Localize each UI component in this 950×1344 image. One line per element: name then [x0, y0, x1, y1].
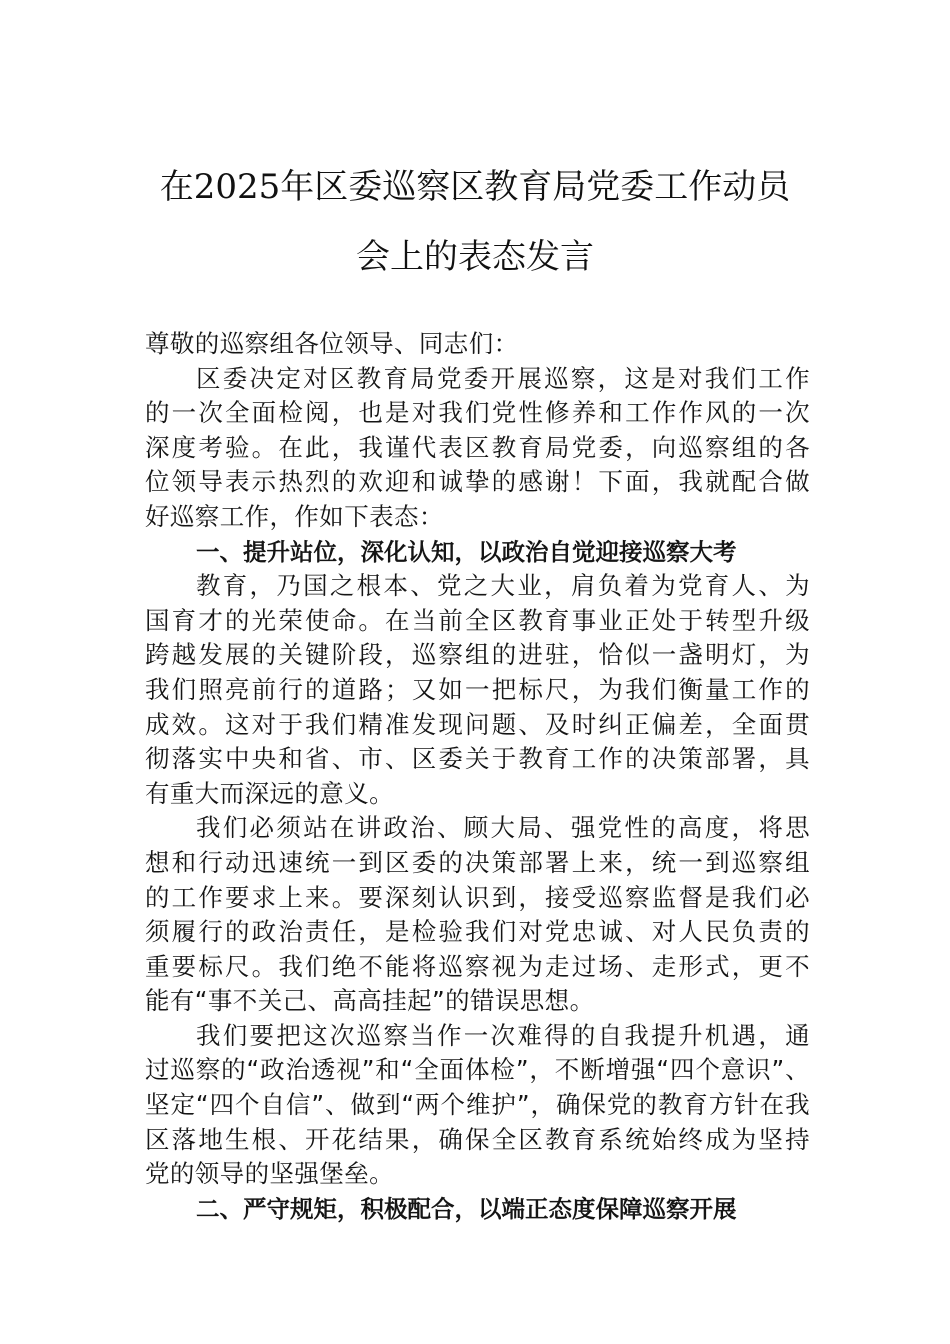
paragraph-3-line: 我们必须站在讲政治、顾大局、强党性的高度，将思	[196, 813, 810, 843]
paragraph-4-line: 区落地生根、开花结果，确保全区教育系统始终成为坚持	[145, 1124, 810, 1154]
paragraph-2-line: 有重大而深远的意义。	[145, 778, 394, 808]
paragraph-3-line: 须履行的政治责任，是检验我们对党忠诚、对人民负责的	[145, 917, 810, 947]
paragraph-4-line: 党的领导的坚强堡垒。	[145, 1159, 394, 1189]
paragraph-3-line: 的工作要求上来。要深刻认识到，接受巡察监督是我们必	[145, 882, 810, 912]
paragraph-2-line: 成效。这对于我们精准发现问题、及时纠正偏差，全面贯	[145, 709, 810, 739]
paragraph-1-line: 深度考验。在此，我谨代表区教育局党委，向巡察组的各	[145, 432, 810, 462]
paragraph-4-line: 我们要把这次巡察当作一次难得的自我提升机遇，通	[196, 1020, 810, 1050]
paragraph-1-line: 位领导表示热烈的欢迎和诚挚的感谢！下面，我就配合做	[145, 467, 810, 497]
paragraph-4-line: 过巡察的“政治透视”和“全面体检”，不断增强“四个意识”、	[145, 1055, 810, 1085]
paragraph-3-line: 想和行动迅速统一到区委的决策部署上来，统一到巡察组	[145, 847, 810, 877]
salutation: 尊敬的巡察组各位领导、同志们：	[145, 329, 519, 358]
paragraph-1-line: 的一次全面检阅，也是对我们党性修养和工作作风的一次	[145, 398, 810, 428]
paragraph-4-line: 坚定“四个自信”、做到“两个维护”，确保党的教育方针在我	[145, 1090, 810, 1120]
document-title-line-2: 会上的表态发言	[356, 237, 594, 277]
paragraph-3-line: 重要标尺。我们绝不能将巡察视为走过场、走形式，更不	[145, 951, 810, 981]
paragraph-2-line: 国育才的光荣使命。在当前全区教育事业正处于转型升级	[145, 605, 810, 635]
paragraph-1-line: 区委决定对区教育局党委开展巡察，这是对我们工作	[196, 363, 810, 393]
section-heading-2: 二、严守规矩，积极配合，以端正态度保障巡察开展	[196, 1194, 737, 1223]
paragraph-2-line: 跨越发展的关键阶段，巡察组的进驻，恰似一盏明灯，为	[145, 640, 810, 670]
section-heading-1: 一、提升站位，深化认知，以政治自觉迎接巡察大考	[196, 537, 737, 566]
paragraph-2-line: 彻落实中央和省、市、区委关于教育工作的决策部署，具	[145, 744, 810, 774]
paragraph-1-line: 好巡察工作，作如下表态：	[145, 501, 444, 531]
document-title-line-1: 在2025年区委巡察区教育局党委工作动员	[159, 167, 791, 207]
paragraph-3-line: 能有“事不关己、高高挂起”的错误思想。	[145, 986, 595, 1016]
document-body	[145, 327, 810, 1226]
paragraph-2-line: 教育，乃国之根本、党之大业，肩负着为党育人、为	[196, 571, 810, 601]
paragraph-2-line: 我们照亮前行的道路；又如一把标尺，为我们衡量工作的	[145, 674, 810, 704]
